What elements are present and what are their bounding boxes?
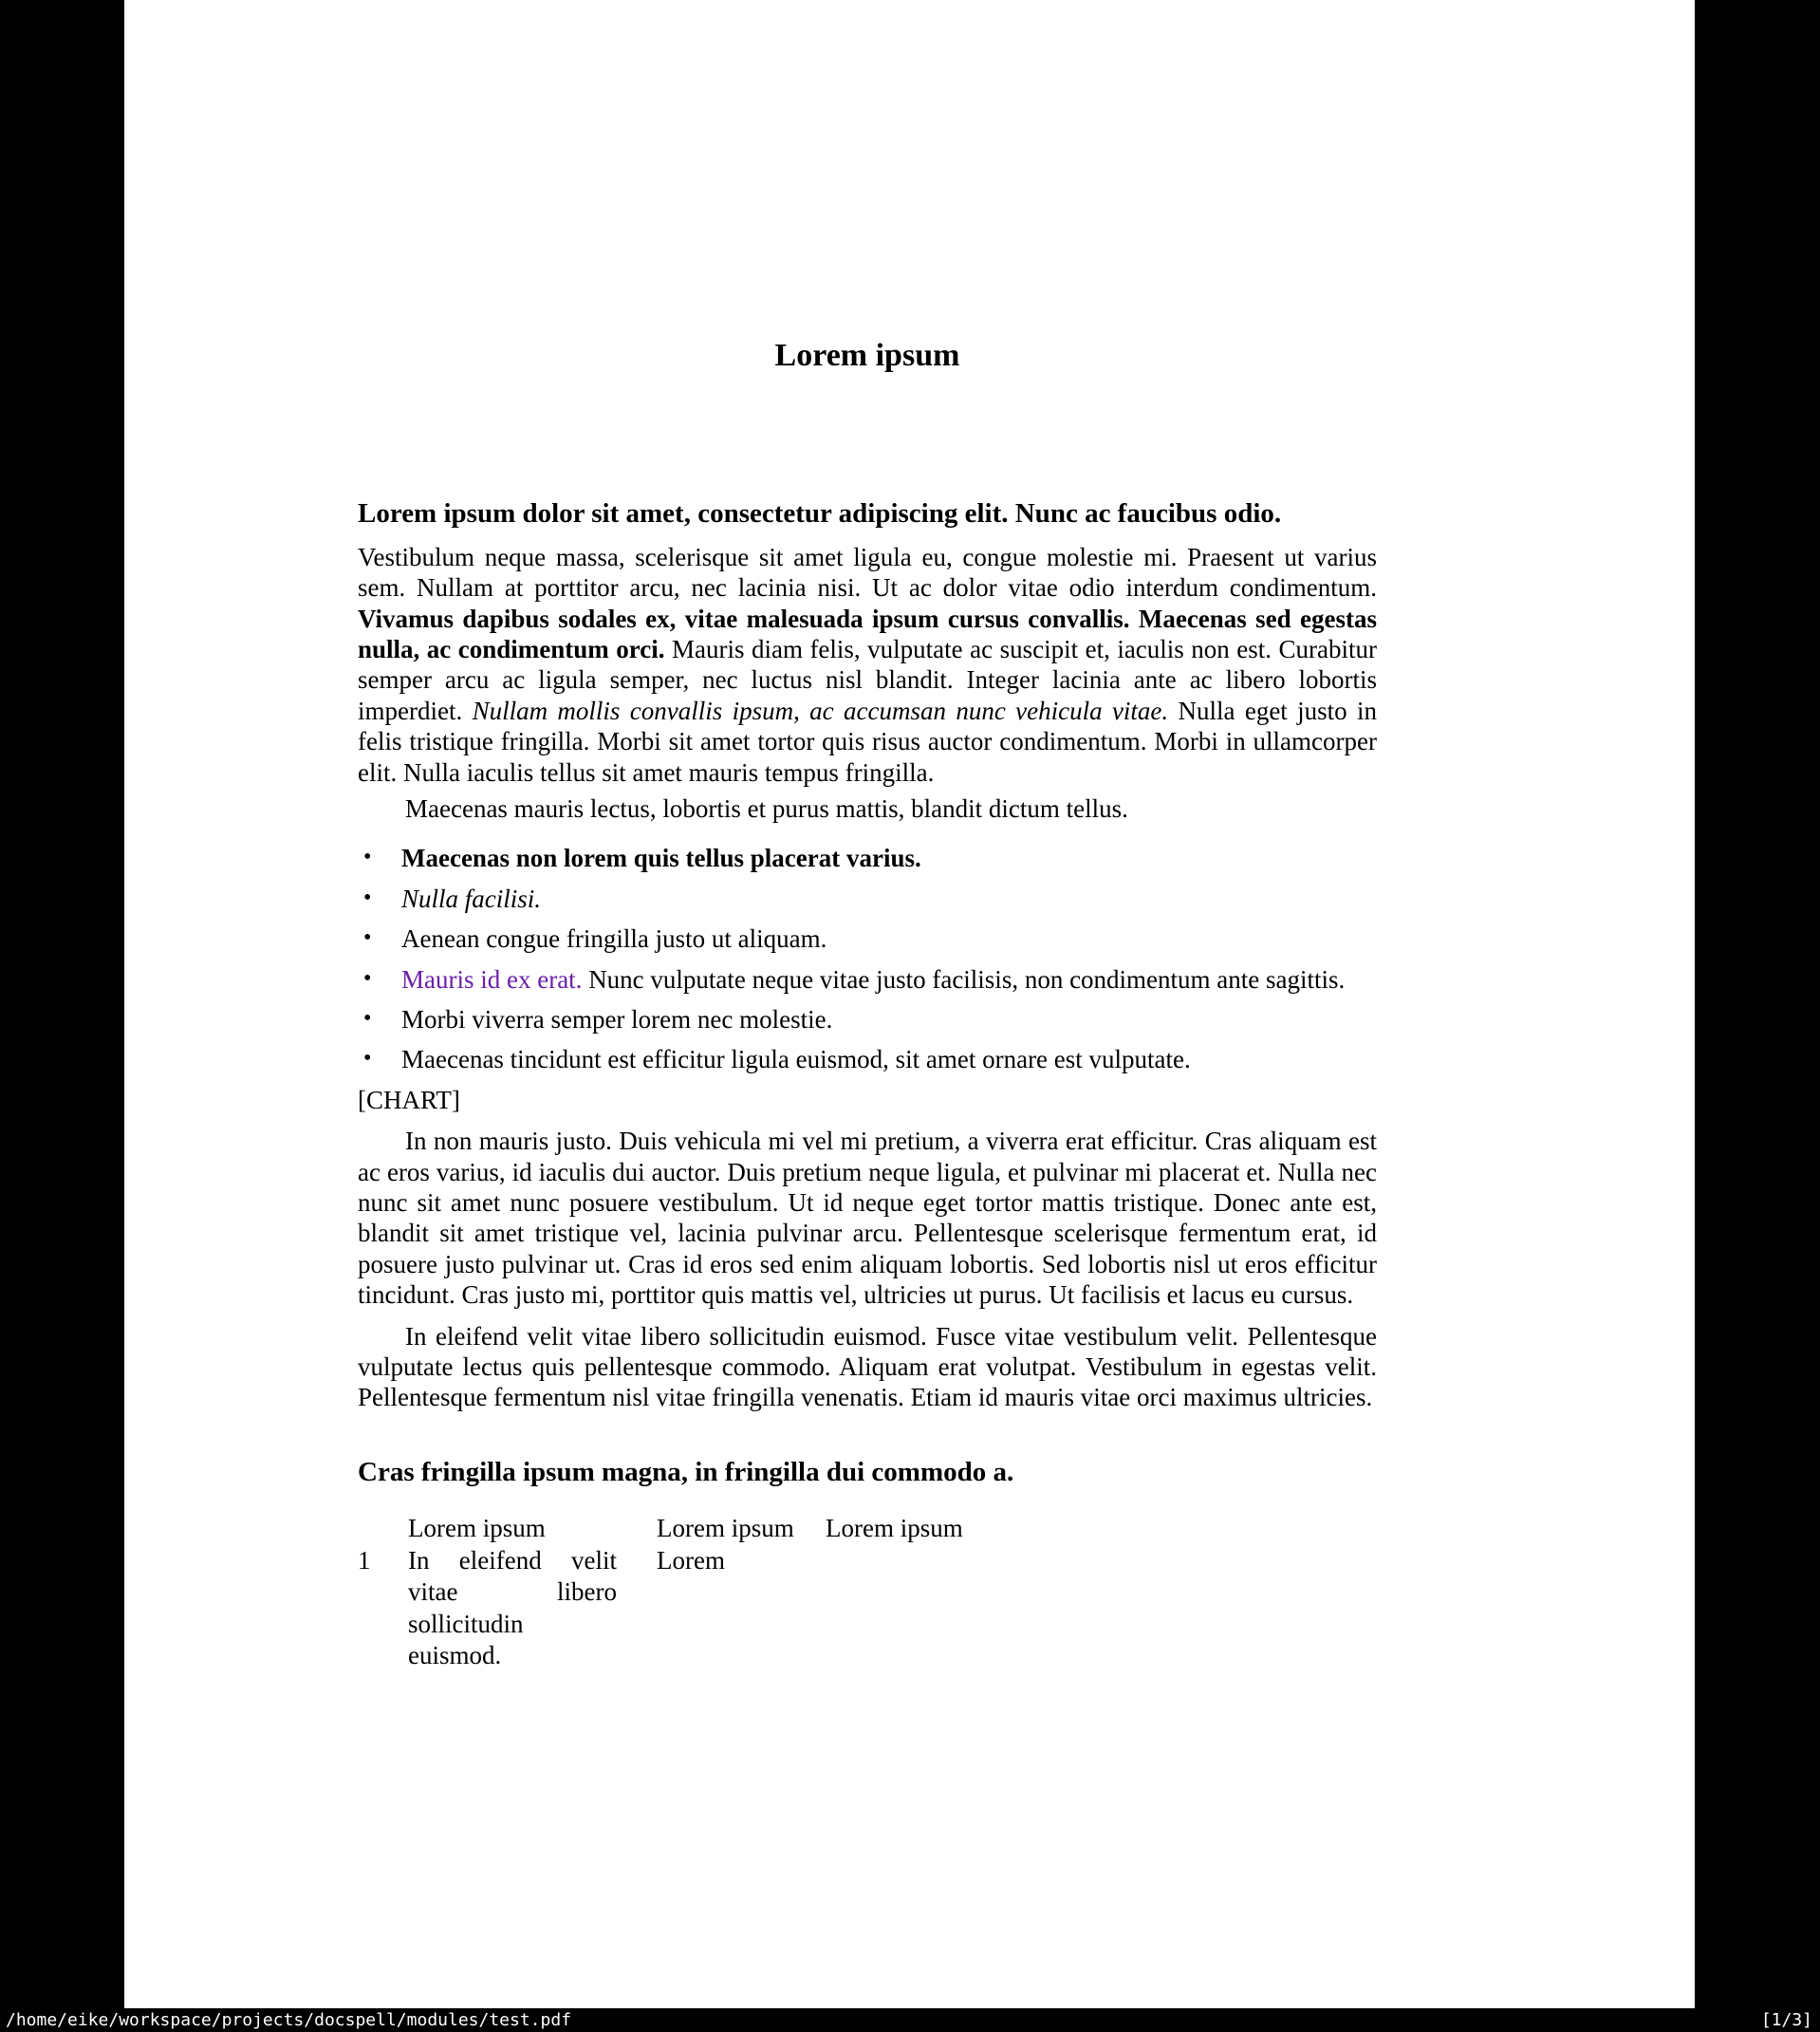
bullet-list [358,843,1377,1074]
document-content [358,0,1377,1672]
pdf-page [124,0,1695,2008]
paragraph-2: In non mauris justo. Duis vehicula mi vel mi pretium, a viverra erat efficitur. Cras aliquam est ac eros varius, id iaculis dui auctor. Duis pretium neque ligula, et pulvinar mi placerat et. Nulla nec nunc sit amet nunc posuere vestibulum. Ut id neque eget tortor mattis tristique. Donec ante est, blandit sit amet tristique vel, lacinia pulvinar arcu. Pellentesque scelerisque fermentum erat, id posuere justo pulvinar ut. Cras id eros sed enim aliquam lobortis. Sed lobortis nisl ut eros efficitur tincidunt. Cras justo mi, porttitor quis mattis vel, ultricies ut purus. Ut facilisis et lacus eu cursus. [358,1127,1377,1310]
table-header-cell: Lorem ipsum [657,1514,794,1543]
paragraph-1-text: Vestibulum neque massa, scelerisque sit amet ligula eu, congue molestie mi. Praesent ut varius sem. Nullam at porttitor arcu, nec lacinia nisi. Ut ac dolor vitae odio interdum condimentum. [358,542,1377,603]
paragraph-1-italic-text: Nullam mollis convallis ipsum, ac accumsan nunc vehicula vitae. [472,696,1169,725]
bullet-icon: • [363,1006,372,1032]
bullet-icon: • [363,925,372,951]
list-item-text: Nunc vulputate neque vitae justo facilisis, non condimentum ante sagittis. [582,964,1346,994]
bullet-icon: • [363,885,372,910]
list-item [358,1004,1377,1035]
table-header-cell [358,1513,408,1545]
table-row-number: 1 [358,1545,371,1575]
list-item [358,843,1377,873]
paragraph-1-text: Nulla eget justo in felis tristique fringilla. Morbi sit amet tortor quis risus auctor condimentum. Morbi in ullamcorper elit. Nulla iaculis tellus sit amet mauris tempus fringilla. [358,696,1378,787]
list-item-text: Aenean congue fringilla justo ut aliquam. [401,924,827,954]
list-item-text: Maecenas tincidunt est efficitur ligula euismod, sit amet ornare est vulputate. [401,1045,1191,1074]
paragraph-3: In eleifend velit vitae libero sollicitudin euismod. Fusce vitae vestibulum velit. Pellentesque vulputate lectus quis pellentesque commodo. Aliquam erat volutpat. Vestibulum in egestas velit. Pellentesque fermentum nisl vitae fringilla venenatis. Etiam id mauris vitae orci maximus ultricies. [358,1321,1377,1412]
bullet-icon: • [363,1046,372,1072]
section-heading-1: Lorem ipsum dolor sit amet, consectetur adipiscing elit. Nunc ac faucibus odio. [358,498,1282,530]
section-heading-2: Cras fringilla ipsum magna, in fringilla dui commodo a. [358,1456,1014,1487]
bullet-icon: • [363,845,372,870]
hyperlink-mauris-id-ex-erat[interactable]: Mauris id ex erat. [401,964,583,994]
paragraph-indented: Maecenas mauris lectus, lobortis et purus mattis, blandit dictum tellus. [405,793,1128,823]
table-header-cell: Lorem ipsum [826,1514,963,1543]
statusbar [0,2008,1820,2032]
bullet-icon: • [363,965,372,991]
list-item [358,923,1377,954]
list-item [358,964,1377,995]
list-item [358,884,1377,914]
paragraph-1-text: Mauris diam felis, vulputate ac suscipit et, iaculis non est. Curabitur semper arcu ac ligula semper, nec luctus nisl blandit. Integer lacinia ante ac libero lobortis imperdiet. [358,634,1377,725]
table-cell: Lorem [657,1545,725,1575]
list-item-text: Maecenas non lorem quis tellus placerat varius. [401,844,921,873]
chart-placeholder: [CHART] [358,1085,460,1114]
statusbar-file-path: /home/eike/workspace/projects/docspell/modules/test.pdf [6,2010,572,2030]
document-title: Lorem ipsum [774,338,960,373]
list-item [358,1044,1377,1074]
table-cell [408,1545,657,1672]
list-item-text: Morbi viverra semper lorem nec molestie. [401,1005,833,1035]
table-cell [826,1545,1377,1672]
paragraph-1-bold-text: Vivamus dapibus sodales ex, vitae malesuada ipsum cursus convallis. Maecenas sed egestas nulla, ac condimentum orci. [358,604,1377,663]
statusbar-page-indicator: [1/3] [1760,2010,1812,2030]
list-item-text: Nulla facilisi. [401,884,542,913]
data-table [358,1513,1377,1672]
paragraph-1 [358,542,1377,788]
table-header-cell: Lorem ipsum [408,1514,546,1543]
table-cell-text: In eleifend velit vitae libero sollicitudin euismod. [408,1545,617,1670]
